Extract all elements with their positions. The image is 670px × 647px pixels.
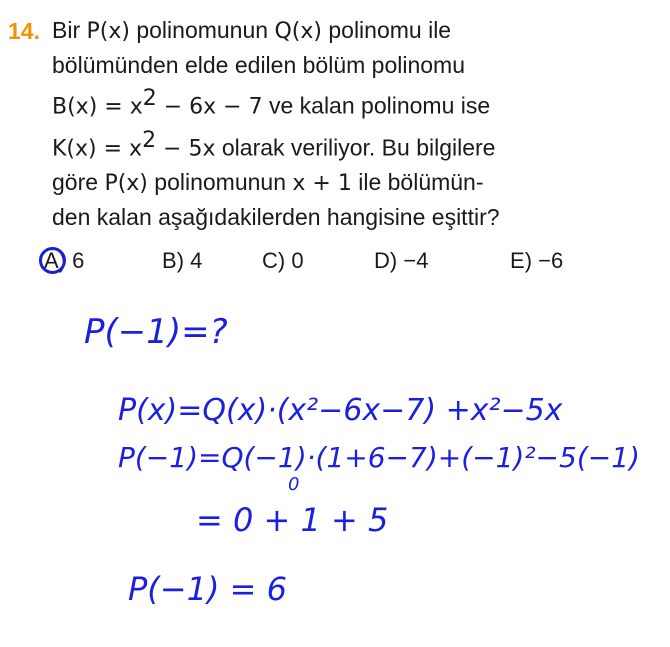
question-line-3: $B(x) = x^2 - 6x - 7$ ve kalan polinomu ise: [52, 86, 491, 120]
question-line-6: den kalan aşağıdakilerden hangisine eşittir?: [52, 203, 500, 230]
question-line-4: $K(x) = x^2 - 5x$ olarak veriliyor. Bu bilgilere: [52, 128, 496, 162]
hw-line-3: P(−1)=Q(−1)·(1+6−7)+(−1)²−5(−1): [118, 441, 640, 474]
option-b[interactable]: B) 4: [162, 248, 203, 273]
question-line-5: göre P(x) polinomunun x + 1 ile bölümün-: [52, 169, 484, 197]
option-d[interactable]: D) −4: [374, 248, 429, 273]
hw-line-4: = 0 + 1 + 5: [196, 501, 389, 539]
option-e[interactable]: E) −6: [510, 248, 564, 273]
question-line-1: Bir P(x) polinomunun Q(x) polinomu ile: [52, 17, 452, 44]
question-number: 14.: [8, 18, 40, 44]
hw-line-2: P(x)=Q(x)·(x²−6x−7) +x²−5x: [118, 393, 563, 428]
option-a[interactable]: A) 6: [44, 246, 84, 276]
hw-line-5: P(−1) = 6: [128, 570, 287, 608]
option-c[interactable]: C) 0: [262, 248, 304, 273]
hw-line-1: P(−1)=?: [84, 312, 228, 352]
question-line-2: bölümünden elde edilen bölüm polinomu: [52, 51, 466, 78]
hw-line-3-zero: 0: [288, 474, 300, 495]
